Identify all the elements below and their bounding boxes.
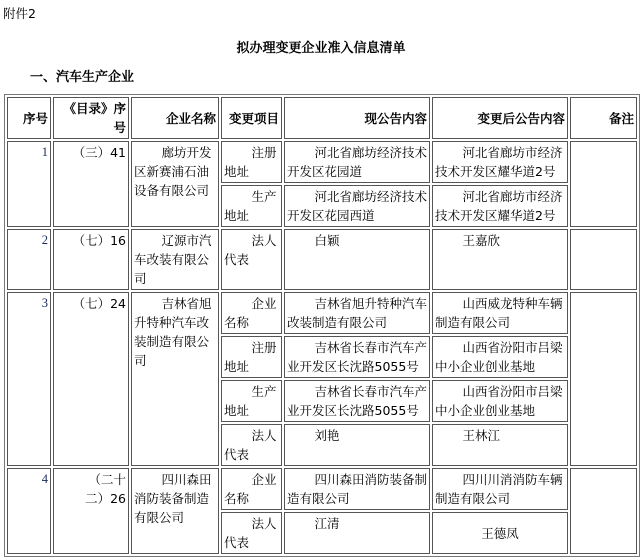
row-company: 四川森田消防装备制造有限公司 — [131, 468, 219, 554]
table-row — [7, 229, 637, 290]
table-header-row — [7, 97, 637, 139]
current-content: 白颖 — [284, 229, 430, 290]
header-current: 现公告内容 — [284, 97, 430, 139]
change-item: 企业名称 — [221, 292, 282, 334]
row-no: 4 — [7, 468, 51, 554]
row-catalog: （三）41 — [53, 141, 129, 227]
table-row — [7, 141, 637, 183]
header-new: 变更后公告内容 — [432, 97, 568, 139]
new-content: 山西省汾阳市吕梁中小企业创业基地 — [432, 336, 568, 378]
change-item: 注册地址 — [221, 141, 282, 183]
header-item: 变更项目 — [221, 97, 282, 139]
enterprise-change-table — [4, 94, 640, 557]
section-heading: 一、汽车生产企业 — [30, 70, 135, 85]
new-content: 山西威龙特种车辆制造有限公司 — [432, 292, 568, 334]
document-title: 拟办理变更企业准入信息清单 — [236, 41, 406, 56]
row-company: 吉林省旭升特种汽车改装制造有限公司 — [131, 292, 219, 466]
new-content: 王嘉欣 — [432, 229, 568, 290]
header-catalog: 《目录》序号 — [53, 97, 129, 139]
current-content: 吉林省长春市汽车产业开发区长沈路5055号 — [284, 336, 430, 378]
current-content: 吉林省长春市汽车产业开发区长沈路5055号 — [284, 380, 430, 422]
table-row — [7, 292, 637, 334]
header-company: 企业名称 — [131, 97, 219, 139]
attachment-label: 附件2 — [3, 6, 36, 21]
new-content: 河北省廊坊市经济技术开发区耀华道2号 — [432, 185, 568, 227]
row-remark — [570, 468, 637, 554]
change-item: 企业名称 — [221, 468, 282, 510]
current-content: 江清 — [284, 512, 430, 554]
change-item: 法人代表 — [221, 512, 282, 554]
new-content: 山西省汾阳市吕梁中小企业创业基地 — [432, 380, 568, 422]
row-no: 3 — [7, 292, 51, 466]
row-company: 廊坊开发区新赛浦石油设备有限公司 — [131, 141, 219, 227]
new-content: 河北省廊坊市经济技术开发区耀华道2号 — [432, 141, 568, 183]
row-remark — [570, 229, 637, 290]
new-content: 王德凤 — [432, 512, 568, 554]
row-remark — [570, 141, 637, 227]
change-item: 生产地址 — [221, 185, 282, 227]
row-company: 辽源市汽车改装有限公司 — [131, 229, 219, 290]
row-no: 1 — [7, 141, 51, 227]
change-item: 生产地址 — [221, 380, 282, 422]
current-content: 刘艳 — [284, 424, 430, 466]
row-no: 2 — [7, 229, 51, 290]
change-item: 注册地址 — [221, 336, 282, 378]
change-item: 法人代表 — [221, 424, 282, 466]
current-content: 吉林省旭升特种汽车改装制造有限公司 — [284, 292, 430, 334]
new-content: 四川川消消防车辆制造有限公司 — [432, 468, 568, 510]
change-item: 法人代表 — [221, 229, 282, 290]
row-catalog: （二十二）26 — [53, 468, 129, 554]
new-content: 王林江 — [432, 424, 568, 466]
row-catalog: （七）16 — [53, 229, 129, 290]
row-catalog: （七）24 — [53, 292, 129, 466]
row-remark — [570, 292, 637, 466]
header-no: 序号 — [7, 97, 51, 139]
header-remark: 备注 — [570, 97, 637, 139]
current-content: 河北省廊坊经济技术开发区花园西道 — [284, 185, 430, 227]
current-content: 河北省廊坊经济技术开发区花园道 — [284, 141, 430, 183]
current-content: 四川森田消防装备制造有限公司 — [284, 468, 430, 510]
table-row — [7, 468, 637, 510]
